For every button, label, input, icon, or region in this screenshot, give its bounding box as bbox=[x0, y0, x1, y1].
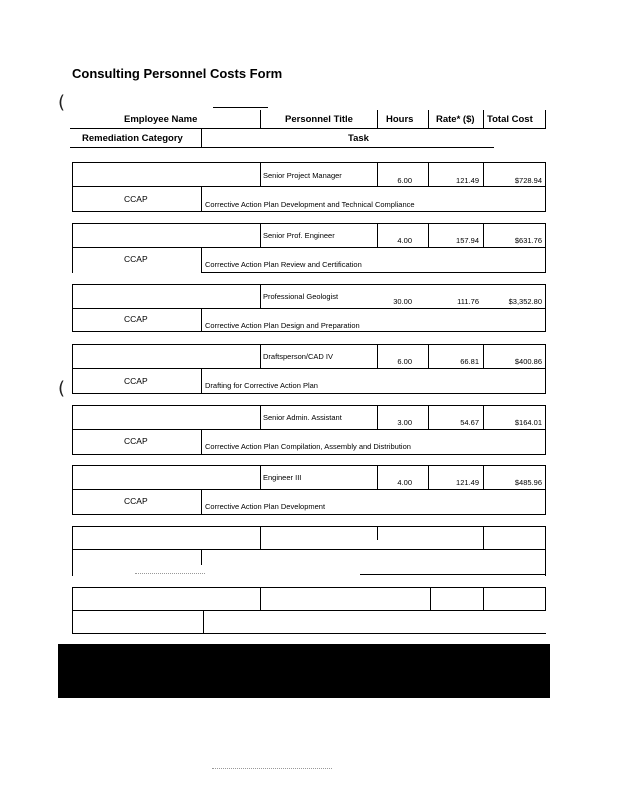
divider bbox=[545, 344, 546, 394]
form-title: Consulting Personnel Costs Form bbox=[72, 66, 283, 81]
remediation-category-value: CCAP bbox=[124, 194, 148, 204]
divider bbox=[483, 110, 484, 128]
divider bbox=[545, 526, 546, 576]
row-rule bbox=[72, 454, 546, 455]
divider bbox=[203, 610, 204, 634]
header-remediation-category: Remediation Category bbox=[82, 133, 183, 144]
divider bbox=[201, 186, 202, 212]
scan-mark: ( bbox=[58, 378, 66, 399]
rate-value: 66.81 bbox=[460, 357, 479, 366]
divider bbox=[72, 344, 73, 394]
divider bbox=[545, 223, 546, 273]
remediation-category-value: CCAP bbox=[124, 496, 148, 506]
divider bbox=[545, 405, 546, 455]
divider bbox=[201, 489, 202, 515]
hours-value: 6.00 bbox=[397, 357, 412, 366]
total-cost-value: $728.94 bbox=[514, 176, 542, 185]
personnel-title: Draftsperson/CAD IV bbox=[263, 352, 334, 361]
divider bbox=[377, 526, 378, 540]
divider bbox=[260, 162, 261, 186]
row-rule bbox=[72, 284, 546, 285]
header-hours: Hours bbox=[386, 114, 414, 125]
row-rule bbox=[72, 489, 546, 490]
divider bbox=[72, 405, 73, 455]
header-rule bbox=[70, 128, 546, 129]
header-rule bbox=[70, 147, 494, 148]
total-cost-value: $164.01 bbox=[514, 418, 542, 427]
row-rule bbox=[72, 186, 546, 187]
personnel-title: Engineer III bbox=[263, 473, 302, 482]
row-rule bbox=[72, 211, 546, 212]
row-rule bbox=[72, 526, 546, 527]
divider bbox=[201, 368, 202, 394]
row-rule bbox=[72, 344, 546, 345]
hours-value: 6.00 bbox=[397, 176, 412, 185]
hours-value: 30.00 bbox=[393, 297, 412, 306]
row-rule bbox=[72, 429, 546, 430]
total-cost-value: $485.96 bbox=[514, 478, 542, 487]
divider bbox=[260, 526, 261, 550]
row-rule bbox=[72, 247, 546, 248]
row-rule bbox=[72, 633, 546, 634]
divider bbox=[260, 223, 261, 247]
divider bbox=[260, 110, 261, 128]
hours-value: 4.00 bbox=[397, 236, 412, 245]
scan-mark: ( bbox=[58, 92, 66, 113]
remediation-category-value: CCAP bbox=[124, 436, 148, 446]
divider bbox=[545, 162, 546, 212]
divider bbox=[545, 465, 546, 515]
remediation-category-value: CCAP bbox=[124, 376, 148, 386]
total-cost-value: $631.76 bbox=[514, 236, 542, 245]
row-rule bbox=[72, 587, 546, 588]
task-value: Corrective Action Plan Design and Preparation bbox=[205, 321, 360, 330]
row-rule bbox=[72, 368, 546, 369]
row-rule bbox=[72, 393, 546, 394]
divider bbox=[483, 587, 484, 611]
task-value: Corrective Action Plan Development and Technical Compliance bbox=[205, 200, 415, 209]
divider bbox=[545, 587, 546, 611]
personnel-title: Senior Prof. Engineer bbox=[263, 231, 335, 240]
rate-value: 121.49 bbox=[456, 478, 479, 487]
divider bbox=[260, 465, 261, 489]
divider bbox=[430, 587, 431, 611]
divider bbox=[201, 247, 202, 273]
row-rule bbox=[72, 514, 546, 515]
divider bbox=[201, 128, 202, 148]
rate-value: 121.49 bbox=[456, 176, 479, 185]
row-rule bbox=[360, 574, 546, 575]
divider bbox=[428, 110, 429, 128]
header-task: Task bbox=[348, 133, 369, 144]
divider bbox=[201, 308, 202, 332]
total-cost-value: $3,352.80 bbox=[508, 297, 542, 306]
personnel-title: Senior Project Manager bbox=[263, 171, 342, 180]
divider bbox=[260, 587, 261, 611]
row-rule bbox=[72, 162, 546, 163]
divider bbox=[377, 110, 378, 128]
row-rule bbox=[72, 610, 546, 611]
scan-noise bbox=[212, 768, 332, 770]
header-rate: Rate* ($) bbox=[436, 114, 475, 125]
rate-value: 157.94 bbox=[456, 236, 479, 245]
divider bbox=[72, 465, 73, 515]
divider bbox=[72, 162, 73, 212]
divider bbox=[213, 107, 268, 108]
divider bbox=[201, 429, 202, 455]
row-rule bbox=[72, 405, 546, 406]
divider bbox=[260, 405, 261, 429]
total-cost-value: $400.86 bbox=[514, 357, 542, 366]
row-rule bbox=[202, 272, 546, 273]
divider bbox=[483, 526, 484, 550]
rate-value: 54.67 bbox=[460, 418, 479, 427]
row-rule bbox=[72, 223, 546, 224]
scan-noise bbox=[135, 573, 205, 575]
task-value: Drafting for Corrective Action Plan bbox=[205, 381, 318, 390]
task-value: Corrective Action Plan Review and Certification bbox=[205, 260, 362, 269]
divider bbox=[260, 344, 261, 368]
task-value: Corrective Action Plan Compilation, Assembly and Distribution bbox=[205, 442, 411, 451]
remediation-category-value: CCAP bbox=[124, 254, 148, 264]
header-total-cost: Total Cost bbox=[487, 114, 533, 125]
row-rule bbox=[72, 465, 546, 466]
divider bbox=[72, 526, 73, 576]
header-personnel-title: Personnel Title bbox=[285, 114, 353, 125]
divider bbox=[201, 549, 202, 565]
hours-value: 4.00 bbox=[397, 478, 412, 487]
hours-value: 3.00 bbox=[397, 418, 412, 427]
remediation-category-value: CCAP bbox=[124, 314, 148, 324]
personnel-title: Professional Geologist bbox=[263, 292, 339, 301]
row-rule bbox=[72, 549, 546, 550]
divider bbox=[72, 223, 73, 273]
row-rule bbox=[72, 308, 546, 309]
rate-value: 111.76 bbox=[457, 297, 479, 306]
header-employee-name: Employee Name bbox=[124, 114, 198, 125]
redaction-bar bbox=[58, 644, 550, 698]
personnel-title: Senior Admin. Assistant bbox=[263, 413, 342, 422]
row-rule bbox=[72, 331, 546, 332]
task-value: Corrective Action Plan Development bbox=[205, 502, 326, 511]
divider bbox=[545, 110, 546, 128]
divider bbox=[260, 284, 261, 308]
